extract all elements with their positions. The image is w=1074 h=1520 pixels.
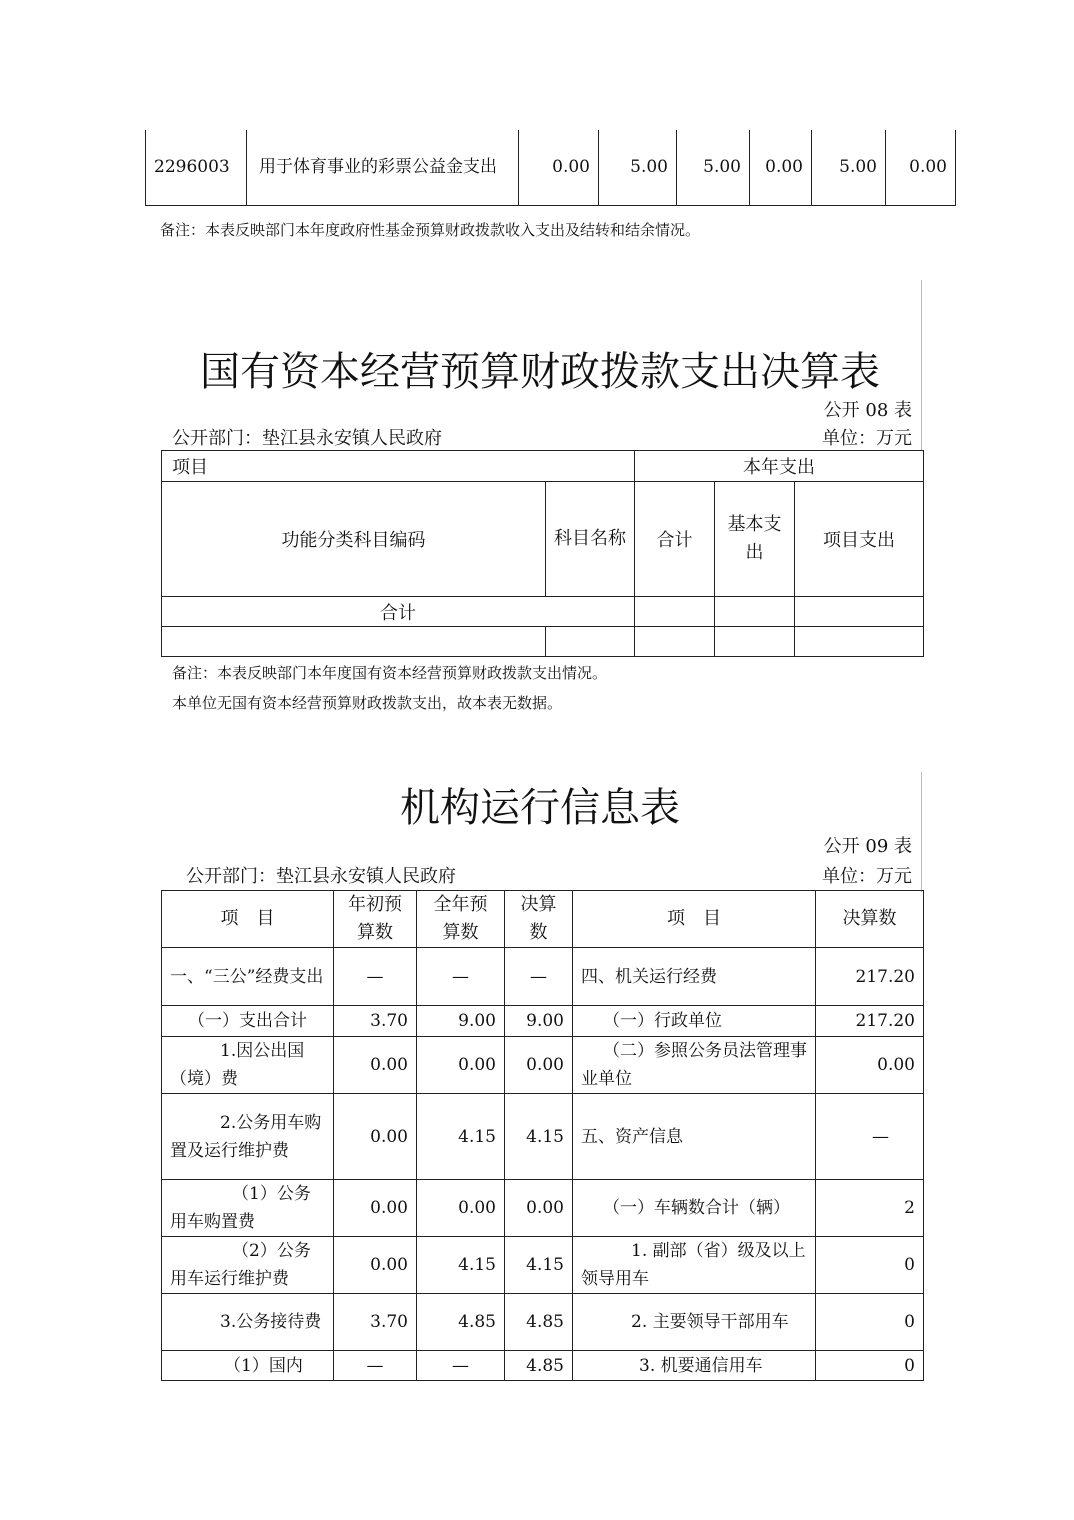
table-row xyxy=(162,1351,924,1381)
row-annual: 4.15 xyxy=(417,1237,505,1294)
row-item: 一、“三公”经费支出 xyxy=(162,948,334,1006)
header-current-year: 本年支出 xyxy=(635,451,924,482)
header-annual-budget: 全年预算数 xyxy=(417,891,505,948)
empty-cell xyxy=(546,627,635,657)
row-value-right: 0.00 xyxy=(816,1037,924,1094)
row-annual: 0.00 xyxy=(417,1180,505,1237)
row-initial: 0.00 xyxy=(334,1037,417,1094)
row-annual: — xyxy=(417,1351,505,1381)
row-value-right: 217.20 xyxy=(816,1006,924,1037)
header-basic: 基本支出 xyxy=(715,482,795,597)
row-value: 5.00 xyxy=(599,130,677,205)
page-edge-line xyxy=(921,280,922,450)
table-row xyxy=(162,1180,924,1237)
row-initial: — xyxy=(334,948,417,1006)
row-code: 2296003 xyxy=(146,130,247,205)
total-row-label: 合计 xyxy=(162,597,635,627)
row-annual: — xyxy=(417,948,505,1006)
row-final: — xyxy=(505,948,573,1006)
row-item: 2.公务用车购置及运行维护费 xyxy=(162,1094,334,1180)
header-final-right: 决算数 xyxy=(816,891,924,948)
row-value-right: 217.20 xyxy=(816,948,924,1006)
row-value-right: 0 xyxy=(816,1351,924,1381)
row-annual: 9.00 xyxy=(417,1006,505,1037)
row-item-right: （一）行政单位 xyxy=(573,1006,816,1037)
table09-department: 公开部门：垫江县永安镇人民政府 xyxy=(186,866,456,887)
header-code: 功能分类科目编码 xyxy=(162,482,546,597)
header-initial-budget: 年初预算数 xyxy=(334,891,417,948)
empty-cell xyxy=(715,627,795,657)
row-initial: 3.70 xyxy=(334,1006,417,1037)
table-row xyxy=(162,1094,924,1180)
row-item: 1.因公出国（境）费 xyxy=(162,1037,334,1094)
row-item-right: 1. 副部（省）级及以上领导用车 xyxy=(573,1237,816,1294)
table09-title: 机构运行信息表 xyxy=(400,785,680,831)
row-final: 4.85 xyxy=(505,1351,573,1381)
row-item-right: 四、机关运行经费 xyxy=(573,948,816,1006)
table-row xyxy=(162,1237,924,1294)
row-item: （1）国内 xyxy=(162,1351,334,1381)
table-row xyxy=(162,1006,924,1037)
table09-unit: 单位：万元 xyxy=(822,866,912,887)
row-item-right: 2. 主要领导干部用车 xyxy=(573,1294,816,1351)
table08-number: 公开 08 表 xyxy=(823,400,912,421)
table-row xyxy=(162,1037,924,1094)
table08-note1: 备注：本表反映部门本年度国有资本经营预算财政拨款支出情况。 xyxy=(172,664,608,682)
row-final: 0.00 xyxy=(505,1037,573,1094)
table-row xyxy=(162,948,924,1006)
row-value: 0.00 xyxy=(886,130,956,205)
row-annual: 0.00 xyxy=(417,1037,505,1094)
row-value-right: 0 xyxy=(816,1237,924,1294)
row-final: 0.00 xyxy=(505,1180,573,1237)
row-value: 0.00 xyxy=(519,130,599,205)
row-initial: — xyxy=(334,1351,417,1381)
row-item: （一）支出合计 xyxy=(162,1006,334,1037)
row-value: 0.00 xyxy=(750,130,812,205)
top-table-fragment xyxy=(145,130,956,206)
header-subject-name: 科目名称 xyxy=(546,482,635,597)
table08-department: 公开部门：垫江县永安镇人民政府 xyxy=(172,428,442,449)
row-value-right: 0 xyxy=(816,1294,924,1351)
table08 xyxy=(161,450,924,657)
page-edge-line xyxy=(921,772,922,892)
row-item-right: （一）车辆数合计（辆） xyxy=(573,1180,816,1237)
row-initial: 0.00 xyxy=(334,1180,417,1237)
row-annual: 4.15 xyxy=(417,1094,505,1180)
total-cell xyxy=(795,597,924,627)
top-table-note: 备注：本表反映部门本年度政府性基金预算财政拨款收入支出及结转和结余情况。 xyxy=(160,221,701,239)
table08-title: 国有资本经营预算财政拨款支出决算表 xyxy=(200,349,880,395)
row-item-right: （二）参照公务员法管理事业单位 xyxy=(573,1037,816,1094)
row-final: 4.15 xyxy=(505,1237,573,1294)
row-initial: 3.70 xyxy=(334,1294,417,1351)
total-cell xyxy=(635,597,715,627)
header-project: 项目支出 xyxy=(795,482,924,597)
table08-note2: 本单位无国有资本经营预算财政拨款支出，故本表无数据。 xyxy=(172,694,563,712)
header-total: 合计 xyxy=(635,482,715,597)
row-value-right: — xyxy=(816,1094,924,1180)
table09-number: 公开 09 表 xyxy=(823,836,912,857)
header-final: 决算数 xyxy=(505,891,573,948)
row-item: （1）公务用车购置费 xyxy=(162,1180,334,1237)
row-name: 用于体育事业的彩票公益金支出 xyxy=(247,130,519,205)
total-cell xyxy=(715,597,795,627)
header-item-right: 项 目 xyxy=(573,891,816,948)
row-value: 5.00 xyxy=(812,130,886,205)
row-final: 9.00 xyxy=(505,1006,573,1037)
table08-unit: 单位：万元 xyxy=(822,428,912,449)
header-item-left: 项 目 xyxy=(162,891,334,948)
row-value-right: 2 xyxy=(816,1180,924,1237)
row-final: 4.85 xyxy=(505,1294,573,1351)
row-initial: 0.00 xyxy=(334,1094,417,1180)
table09 xyxy=(161,890,924,1381)
row-item-right: 五、资产信息 xyxy=(573,1094,816,1180)
row-item: （2）公务用车运行维护费 xyxy=(162,1237,334,1294)
row-annual: 4.85 xyxy=(417,1294,505,1351)
row-item-right: 3. 机要通信用车 xyxy=(573,1351,816,1381)
row-initial: 0.00 xyxy=(334,1237,417,1294)
row-item: 3.公务接待费 xyxy=(162,1294,334,1351)
table-row xyxy=(162,1294,924,1351)
empty-cell xyxy=(635,627,715,657)
row-final: 4.15 xyxy=(505,1094,573,1180)
empty-cell xyxy=(795,627,924,657)
row-value: 5.00 xyxy=(677,130,750,205)
header-item: 项目 xyxy=(162,451,635,482)
empty-cell xyxy=(162,627,546,657)
